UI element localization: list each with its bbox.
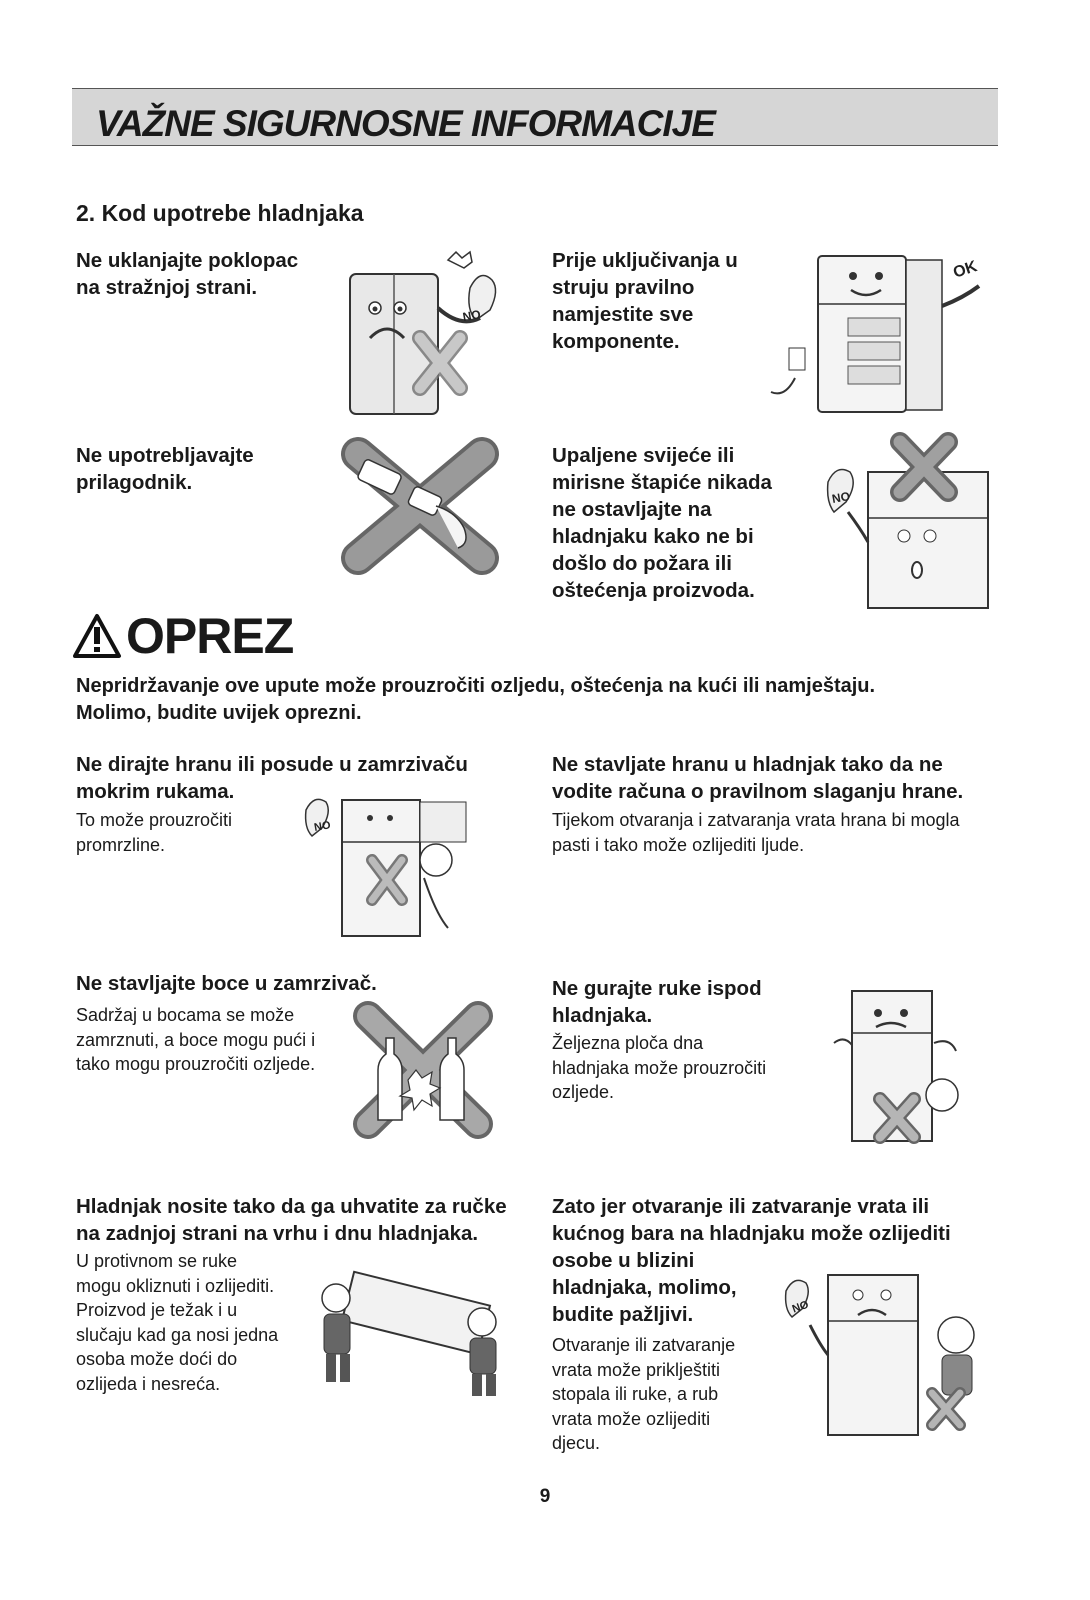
caution-item-heading-hands-under: Ne gurajte ruke ispod hladnjaka. bbox=[552, 977, 762, 1027]
section-title: 2. Kod upotrebe hladnjaka bbox=[76, 200, 364, 226]
item-heading-install-components: Prije uključivanja u struju pravilno namjestite sve komponente. bbox=[552, 249, 738, 353]
door-pinch-illustration bbox=[760, 1265, 990, 1445]
item-heading-back-cover: Ne uklanjajte poklopac na stražnjoj strani. bbox=[76, 249, 299, 299]
caution-item-body-door-caution: Otvaranje ili zatvaranje vrata može priklještiti stopala ili ruke, a rub vrata može ozlijediti djecu. bbox=[552, 1335, 736, 1453]
caution-item-heading-door-caution: Zato jer otvaranje ili zatvaranje vrata ili kućnog bara na hladnjaku može ozlijediti osobe u blizini hladnjaka, molimo, budite pažljivi. bbox=[552, 1195, 951, 1326]
item-heading-candles: Upaljene svijeće ili mirisne štapiće nikada ne ostavljajte na hladnjaku kako ne bi došlo do požara ili oštećenja proizvoda. bbox=[552, 444, 772, 602]
no-label: NO bbox=[313, 819, 332, 834]
no-label: NO bbox=[830, 489, 852, 506]
hands-under-fridge-illustration bbox=[830, 985, 990, 1155]
caution-heading bbox=[72, 607, 293, 665]
caution-item-body-wet-hands: To može prouzročiti promrzline. bbox=[76, 810, 233, 855]
caution-text: Nepridržavanje ove upute može prouzročiti ozljedu, oštećenja na kući ili namještaju. Molimo, budite uvijek oprezni. bbox=[76, 675, 876, 724]
caution-item-body-hands-under: Željezna ploča dna hladnjaka može prouzročiti ozljede. bbox=[552, 1033, 767, 1102]
ok-label: OK bbox=[951, 258, 980, 282]
bottles-crossed-illustration bbox=[348, 1000, 498, 1140]
caution-item-heading-carrying: Hladnjak nosite tako da ga uhvatite za ručke na zadnjoj strani na vrhu i dnu hladnjaka. bbox=[76, 1195, 507, 1245]
page-number: 9 bbox=[539, 1486, 551, 1507]
page-title: VAŽNE SIGURNOSNE INFORMACIJE bbox=[96, 103, 715, 144]
no-label: NO bbox=[790, 1298, 811, 1316]
caution-item-heading-food-arrangement: Ne stavljate hranu u hladnjak tako da ne vodite računa o pravilnom slaganju hrane. bbox=[552, 753, 964, 803]
caution-word: OPREZ bbox=[126, 608, 294, 664]
warning-triangle-icon bbox=[72, 613, 122, 659]
candles-on-fridge-illustration bbox=[808, 432, 998, 612]
caution-item-heading-bottles: Ne stavljajte boce u zamrzivač. bbox=[76, 972, 377, 995]
carrying-fridge-illustration bbox=[296, 1258, 526, 1403]
wet-hands-freezer-illustration bbox=[276, 790, 476, 940]
caution-item-body-bottles: Sadržaj u bocama se može zamrznuti, a boce mogu pući i tako mogu prouzročiti ozljede. bbox=[76, 1005, 316, 1074]
caution-item-body-carrying: U protivnom se ruke mogu okliznuti i ozlijediti. Proizvod je težak i u slučaju kad ga nosi jedna osoba može doći do ozlijeda i nesreća. bbox=[76, 1251, 279, 1394]
caution-item-body-food-arrangement: Tijekom otvaranja i zatvaranja vrata hrana bi mogla pasti i tako može ozlijediti ljude. bbox=[552, 810, 960, 855]
caution-item-heading-wet-hands: Ne dirajte hranu ili posude u zamrzivaču mokrim rukama. bbox=[76, 753, 468, 803]
fridge-back-cover-illustration bbox=[330, 248, 520, 420]
no-label: NO bbox=[461, 307, 482, 325]
adapter-crossed-illustration bbox=[340, 436, 500, 576]
fridge-ok-illustration bbox=[755, 248, 995, 418]
item-heading-no-adapter: Ne upotrebljavajte prilagodnik. bbox=[76, 444, 254, 494]
